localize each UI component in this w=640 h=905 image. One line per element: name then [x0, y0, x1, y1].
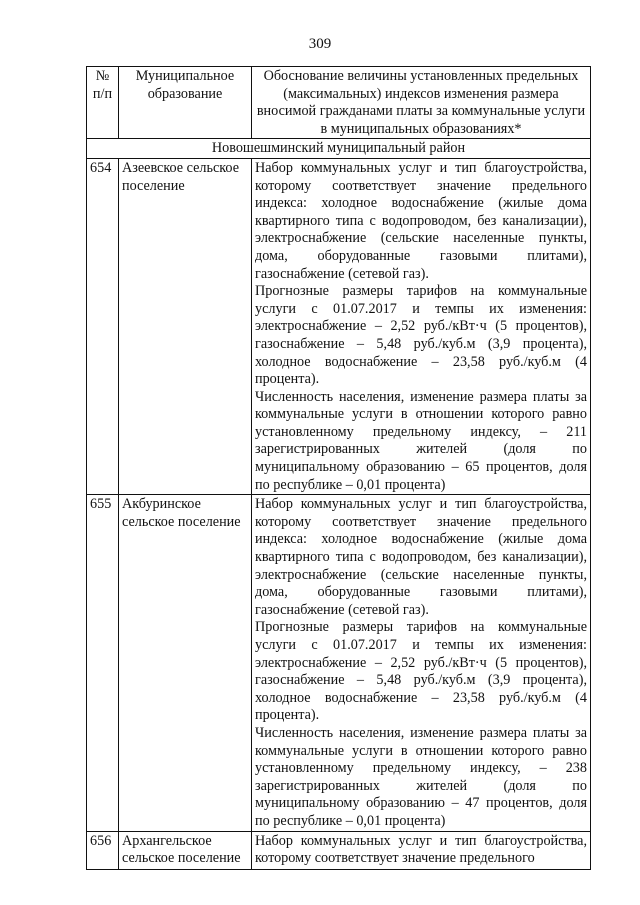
- header-number: № п/п: [87, 67, 119, 139]
- municipality-name-text: Архангельское сельское поселение: [122, 832, 241, 867]
- services-paragraph: Набор коммунальных услуг и тип благоустройства, которому соответствует значение предельного индекса: холодное водоснабжение (жилые дома квартирного типа с водопроводом, без канализации), электроснабжение (сельские населенные пункты, дома, оборудованные газовыми плитами), газоснабжение (сетевой газ).: [255, 496, 587, 618]
- municipality-name: Азеевское сельское поселение: [119, 158, 252, 494]
- services-paragraph: Набор коммунальных услуг и тип благоустройства, которому соответствует значение предельного: [255, 832, 587, 867]
- region-row: [87, 139, 591, 159]
- page-number: 309: [308, 36, 332, 52]
- row-number: 655: [87, 495, 119, 831]
- population-paragraph: Численность населения, изменение размера платы за коммунальные услуги в отношении которого равно установленному предельному индексу, – 211 зарегистрированных жителей (доля по муниципальному образованию – 65 процентов, доля по республике – 0,01 процента): [255, 388, 587, 493]
- row-number: 654: [87, 158, 119, 494]
- justification-cell: [252, 158, 591, 494]
- justification-fragment: [255, 833, 587, 869]
- table-row: [87, 831, 591, 869]
- header-justification: Обоснование величины установленных предельных (максимальных) индексов изменения размера вносимой гражданами платы за коммунальные услуги в муниципальных образованиях*: [252, 67, 591, 139]
- tariff-index-table: [86, 66, 591, 870]
- table-header-row: [87, 67, 591, 139]
- justification-cell: [252, 831, 591, 869]
- justification-cell: [252, 495, 591, 831]
- row-number: 656: [87, 831, 119, 869]
- table-row: [87, 495, 591, 831]
- tariffs-paragraph: Прогнозные размеры тарифов на коммунальные услуги с 01.07.2017 и темпы их изменения: электроснабжение – 2,52 руб./кВт·ч (5 процентов), газоснабжение – 5,48 руб./куб.м (3,9 процента), холодное водоснабжение – 23,58 руб./куб.м (4 процента).: [255, 619, 587, 724]
- population-paragraph: Численность населения, изменение размера платы за коммунальные услуги в отношении которого равно установленному предельному индексу, – 238 зарегистрированных жителей (доля по муниципальному образованию – 47 процентов, доля по республике – 0,01 процента): [255, 724, 587, 829]
- tariffs-paragraph: Прогнозные размеры тарифов на коммунальные услуги с 01.07.2017 и темпы их изменения: электроснабжение – 2,52 руб./кВт·ч (5 процентов), газоснабжение – 5,48 руб./куб.м (3,9 процента), холодное водоснабжение – 23,58 руб./куб.м (4 процента).: [255, 283, 587, 388]
- header-municipality: Муниципальное образование: [119, 67, 252, 139]
- table-row: [87, 158, 591, 494]
- municipality-name: Акбуринское сельское поселение: [119, 495, 252, 831]
- region-title: Новошешминский муниципальный район: [87, 139, 591, 159]
- services-paragraph: Набор коммунальных услуг и тип благоустройства, которому соответствует значение предельного индекса: холодное водоснабжение (жилые дома квартирного типа с водопроводом, без канализации), электроснабжение (сельские населенные пункты, дома, оборудованные газовыми плитами), газоснабжение (сетевой газ).: [255, 159, 587, 282]
- municipality-name: [119, 831, 252, 869]
